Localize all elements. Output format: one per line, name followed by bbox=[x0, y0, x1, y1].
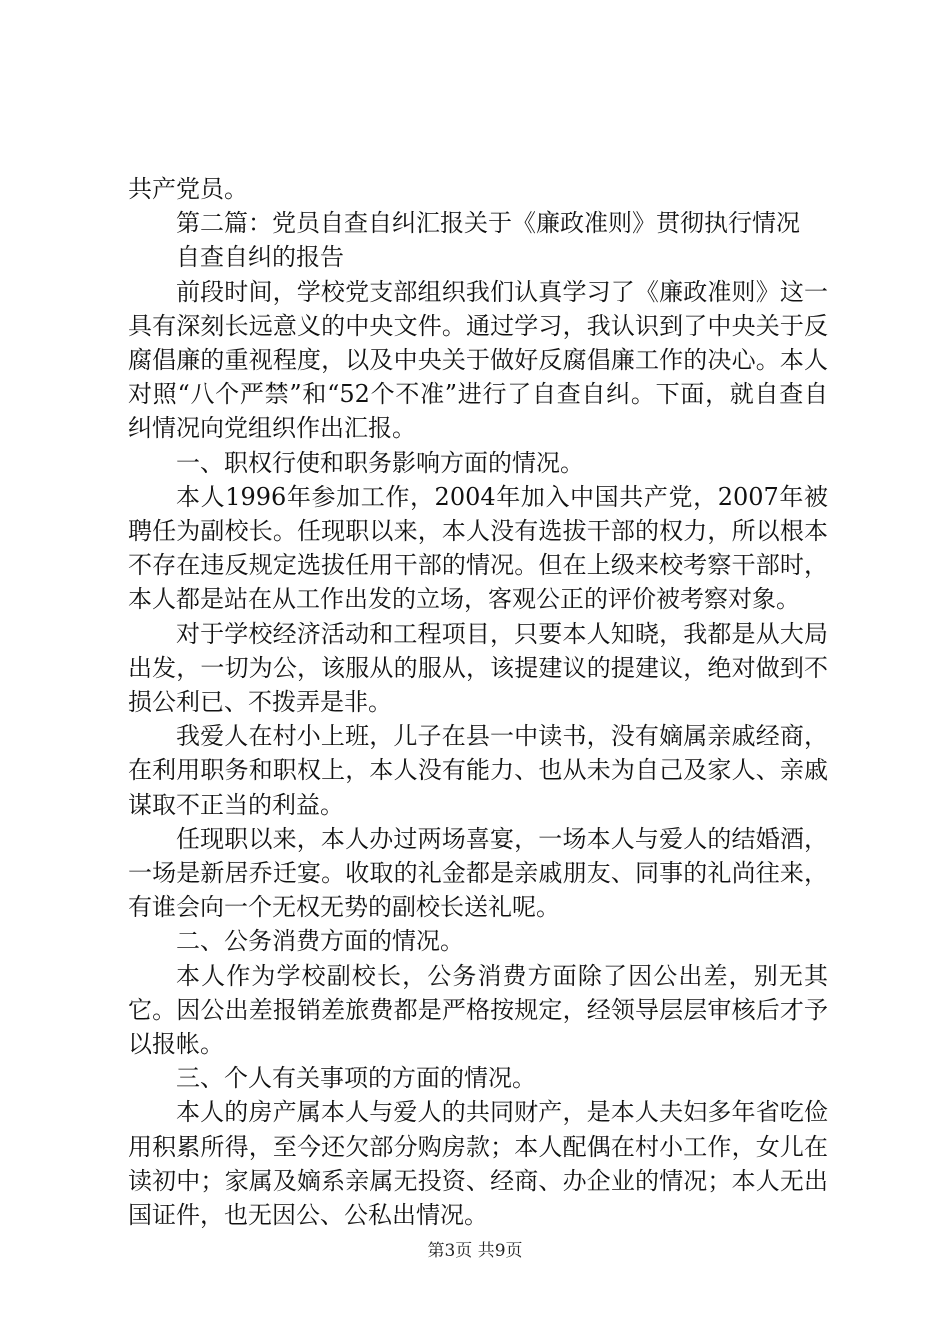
subheading-1: 一、职权行使和职务影响方面的情况。 bbox=[176, 448, 584, 477]
paragraph: 我爱人在村小上班，儿子在县一中读书，没有嫡属亲戚经商，在利用职务和职权上，本人没有能力、也从未为自己及家人、亲戚谋取不正当的利益。 bbox=[128, 722, 828, 819]
subheading-2: 二、公务消费方面的情况。 bbox=[176, 927, 464, 956]
paragraph: 本人作为学校副校长，公务消费方面除了因公出差，别无其它。因公出差报销差旅费都是严格按规定，经领导层层审核后才予以报帐。 bbox=[128, 961, 828, 1059]
page-number-footer: 第3页 共9页 bbox=[427, 1241, 523, 1261]
subheading-3: 三、个人有关事项的方面的情况。 bbox=[176, 1064, 536, 1093]
paragraph: 对于学校经济活动和工程项目，只要本人知晓，我都是从大局出发，一切为公，该服从的服从，该提建议的提建议，绝对做到不损公利已、不拨弄是非。 bbox=[128, 619, 828, 717]
document-body bbox=[128, 172, 828, 1232]
paragraph-intro: 前段时间，学校党支部组织我们认真学习了《廉政准则》这一具有深刻长远意义的中央文件。通过学习，我认识到了中央关于反腐倡廉的重视程度，以及中央关于做好反腐倡廉工作的决心。本人对照“八个严禁”和“52个不准”进行了自查自纠。下面，就自查自纠情况向党组织作出汇报。 bbox=[128, 277, 828, 443]
report-title: 自查自纠的报告 bbox=[176, 243, 344, 272]
paragraph: 本人的房产属本人与爱人的共同财产，是本人夫妇多年省吃俭用积累所得，至今还欠部分购房款；本人配偶在村小工作，女儿在读初中；家属及嫡系亲属无投资、经商、办企业的情况；本人无出国证件，也无因公、公私出情况。 bbox=[128, 1098, 828, 1230]
paragraph: 任现职以来，本人办过两场喜宴，一场本人与爱人的结婚酒，一场是新居乔迁宴。收取的礼金都是亲戚朋友、同事的礼尚往来，有谁会向一个无权无势的副校长送礼呢。 bbox=[128, 824, 828, 922]
paragraph-continuation: 共产党员。 bbox=[128, 175, 248, 203]
section-heading: 第二篇：党员自查自纠汇报关于《廉政准则》贯彻执行情况 bbox=[176, 209, 800, 238]
paragraph: 本人1996年参加工作，2004年加入中国共产党，2007年被聘任为副校长。任现职以来，本人没有选拔干部的权力，所以根本不存在违反规定选拔任用干部的情况。但在上级来校考察干部时，本人都是站在从工作出发的立场，客观公正的评价被考察对象。 bbox=[128, 482, 828, 614]
